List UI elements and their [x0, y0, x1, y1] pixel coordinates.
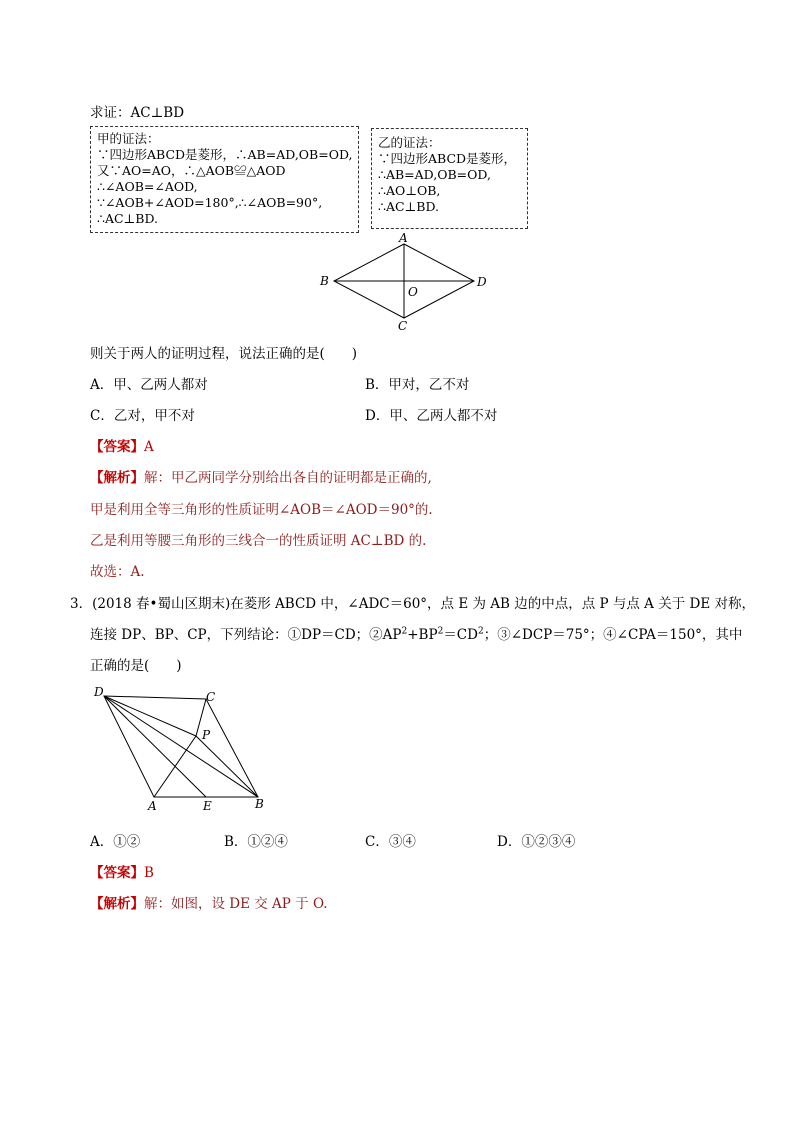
segment-db	[104, 696, 258, 797]
label-p: P	[202, 728, 211, 742]
proof-jia-line: ∴∠AOB=∠AOD,	[97, 179, 198, 194]
answer-tag: 【答案】	[90, 439, 144, 455]
proof-yi-line: ∴AB=AD,OB=OD,	[378, 167, 491, 182]
label-c: C	[206, 690, 216, 704]
rhombus-p-figure	[88, 682, 278, 814]
proof-yi-title: 乙的证法：	[378, 135, 441, 150]
proof-jia-box	[90, 126, 359, 233]
analysis-line	[90, 466, 432, 486]
proof-yi-line: ∴AC⊥BD.	[378, 199, 440, 214]
question-stem: 则关于两人的证明过程，说法正确的是( )	[90, 346, 358, 362]
q3-superscript: 2	[437, 626, 444, 637]
analysis-text: 解：如图，设 DE 交 AP 于 O.	[144, 896, 328, 912]
q3-superscript: 2	[401, 626, 408, 637]
segment-ap	[154, 736, 196, 797]
proof-jia-line: 又∵AO=AO，∴△AOB≌△AOD	[97, 163, 286, 178]
segment-bp	[196, 736, 258, 797]
label-a: A	[148, 799, 157, 813]
answer-value: A	[144, 439, 154, 455]
analysis-text: 解：甲乙两同学分别给出各自的证明都是正确的,	[144, 470, 432, 486]
option-b: B．甲对，乙不对	[365, 377, 470, 393]
q3-stem-line-2	[90, 623, 742, 643]
q3-analysis-line	[90, 892, 328, 912]
proof-jia-title: 甲的证法：	[97, 131, 160, 146]
q3-option-c: C．③④	[365, 834, 416, 850]
proof-yi-box	[371, 128, 528, 229]
analysis-tag: 【解析】	[90, 896, 144, 912]
label-d: D	[94, 685, 104, 699]
label-b: B	[255, 797, 264, 811]
segment-dp	[104, 696, 196, 736]
q3-superscript: 2	[477, 626, 484, 637]
q3-answer-line	[90, 861, 154, 881]
rhombus-figure	[310, 230, 500, 335]
analysis-line-3: 乙是利用等腰三角形的三线合一的性质证明 AC⊥BD 的.	[90, 533, 427, 549]
label-a: A	[399, 231, 408, 245]
answer-line	[90, 435, 154, 455]
label-o: O	[408, 285, 418, 299]
q3-text: 连接 DP、BP、CP，下列结论：①DP＝CD；②AP	[90, 627, 402, 643]
proof-yi-line: ∴AO⊥OB,	[378, 183, 441, 198]
option-d: D．甲、乙两人都不对	[365, 408, 498, 424]
q3-text: ；③∠DCP＝75°；④∠CPA＝150°，其中	[483, 627, 743, 643]
q3-text: +BP	[407, 627, 438, 643]
proof-jia-line: ∵∠AOB+∠AOD=180°,∴∠AOB=90°,	[97, 195, 323, 210]
q3-stem-line-1: 3．(2018 春•蜀山区期末)在菱形 ABCD 中，∠ADC＝60°，点 E 为 AB 边的中点，点 P 与点 A 关于 DE 对称，	[70, 596, 755, 612]
answer-tag: 【答案】	[90, 865, 144, 881]
q3-option-a: A．①②	[90, 834, 141, 850]
proof-jia-line: ∴AC⊥BD.	[97, 211, 159, 226]
q3-option-d: D．①②③④	[497, 834, 576, 850]
q3-text: ＝CD	[443, 627, 478, 643]
label-e: E	[203, 799, 212, 813]
label-b: B	[320, 274, 329, 288]
analysis-line-2: 甲是利用全等三角形的性质证明∠AOB＝∠AOD＝90°的.	[90, 502, 433, 518]
option-a: A．甲、乙两人都对	[90, 377, 208, 393]
label-d: D	[477, 275, 487, 289]
proof-jia-line: ∵四边形ABCD是菱形，∴AB=AD,OB=OD,	[97, 147, 353, 162]
proof-yi-line: ∵四边形ABCD是菱形，	[378, 151, 517, 166]
analysis-conclusion: 故选：A.	[90, 564, 145, 580]
q3-stem-line-3: 正确的是( )	[90, 658, 182, 674]
option-c: C．乙对，甲不对	[90, 408, 195, 424]
prove-statement: 求证：AC⊥BD	[90, 105, 185, 121]
label-c: C	[398, 319, 408, 333]
answer-value: B	[144, 865, 154, 881]
q3-option-b: B．①②④	[224, 834, 288, 850]
analysis-tag: 【解析】	[90, 470, 144, 486]
segment-de	[104, 696, 206, 797]
